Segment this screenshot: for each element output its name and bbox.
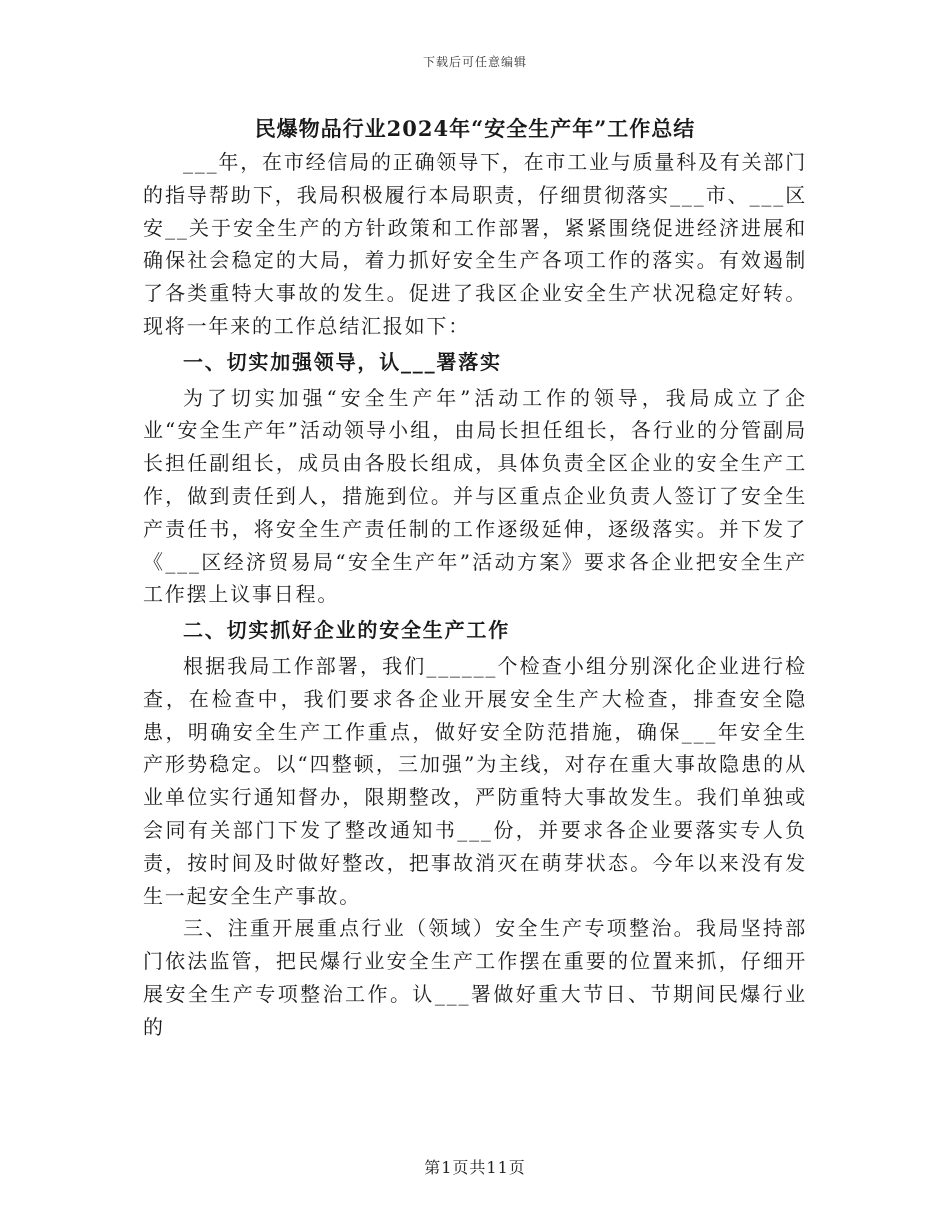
section-heading-1: 一、切实加强领导，认___署落实 xyxy=(183,349,502,374)
document-body xyxy=(143,146,807,1044)
paragraph-special-rectification: 三、注重开展重点行业（领域）安全生产专项整治。我局坚持部门依法监管，把民爆行业安全生产工作摆在重要的位置来抓，仔细开展安全生产专项整治工作。认___署做好重大节日、节期间民爆行业的 xyxy=(143,916,807,1039)
header-note: 下载后可任意编辑 xyxy=(422,55,527,69)
paragraph-intro: ___年，在市经信局的正确领导下，在市工业与质量科及有关部门的指导帮助下，我局积极履行本局职责，仔细贯彻落实___市、___区安__关于安全生产的方针政策和工作部署，紧紧围绕促进经济进展和确保社会稳定的大局，着力抓好安全生产各项工作的落实。有效遏制了各类重特大事故的发生。促进了我区企业安全生产状况稳定好转。现将一年来的工作总结汇报如下： xyxy=(143,150,807,338)
document-title: 民爆物品行业2024年“安全生产年”工作总结 xyxy=(254,116,696,141)
paragraph-leadership: 为了切实加强“安全生产年”活动工作的领导，我局成立了企业“安全生产年”活动领导小组，由局长担任组长，各行业的分管副局长担任副组长，成员由各股长组成，具体负责全区企业的安全生产工作，做到责任到人，措施到位。并与区重点企业负责人签订了安全生产责任书，将安全生产责任制的工作逐级延伸，逐级落实。并下发了《___区经济贸易局“安全生产年”活动方案》要求各企业把安全生产工作摆上议事日程。 xyxy=(143,385,807,607)
section-heading-2: 二、切实抓好企业的安全生产工作 xyxy=(183,618,510,643)
page-footer: 第1页共11页 xyxy=(424,1158,526,1177)
paragraph-inspection: 根据我局工作部署，我们______个检查小组分别深化企业进行检查，在检查中，我们要求各企业开展安全生产大检查，排查安全隐患，明确安全生产工作重点，做好安全防范措施，确保___年安全生产形势稳定。以“四整顿，三加强”为主线，对存在重大事故隐患的从业单位实行通知督办，限期整改，严防重特大事故发生。我们单独或会同有关部门下发了整改通知书___份，并要求各企业要落实专人负责，按时间及时做好整改，把事故消灭在萌芽状态。今年以来没有发生一起安全生产事故。 xyxy=(143,653,807,908)
